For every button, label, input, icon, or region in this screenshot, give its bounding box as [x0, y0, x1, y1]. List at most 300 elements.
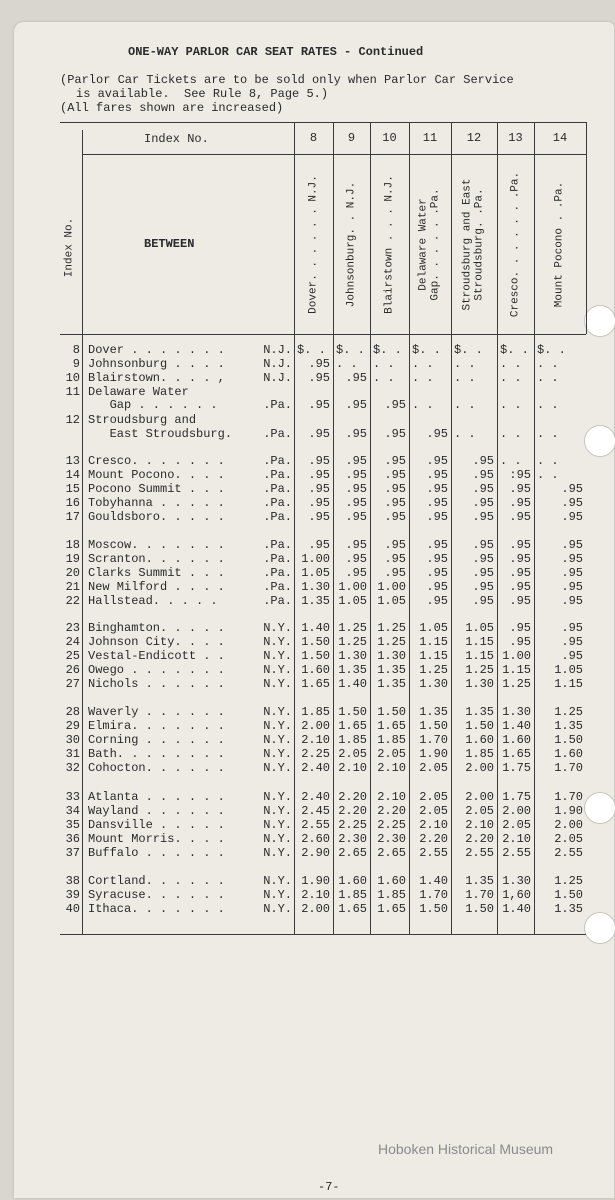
fare-cell: .95 — [472, 538, 494, 552]
row-station-name: Bath. . . . . . . . — [88, 747, 225, 761]
row-station-name: Delaware Water — [88, 385, 189, 399]
fare-cell: .95 — [384, 398, 406, 412]
row-station-name: Dansville . . . . . — [88, 818, 225, 832]
row-index-number: 37 — [65, 846, 80, 860]
fare-cell: 2.65 — [377, 846, 406, 860]
fare-cell: 1.15 — [465, 635, 494, 649]
row-station-name: Cohocton. . . . . . — [88, 761, 225, 775]
row-state: N.Y. — [263, 663, 292, 677]
fare-cell: . . — [500, 454, 522, 468]
row-station-name: Dover . . . . . . . — [88, 343, 225, 357]
fare-cell: 1.25 — [465, 663, 494, 677]
fare-cell: .95 — [561, 552, 583, 566]
fare-cell: 1.30 — [465, 677, 494, 691]
row-index-number: 31 — [65, 747, 80, 761]
fare-cell: .95 — [345, 566, 367, 580]
fare-cell: 1.70 — [554, 761, 583, 775]
fare-cell: . . — [454, 398, 476, 412]
row-index-number: 18 — [65, 538, 80, 552]
fare-cell: .95 — [509, 594, 531, 608]
fare-cell: .95 — [345, 371, 367, 385]
row-state: N.Y. — [263, 719, 292, 733]
fare-cell: . . — [412, 398, 434, 412]
fare-cell: .95 — [426, 427, 448, 441]
fare-cell: .95 — [509, 580, 531, 594]
fare-cell: 2.00 — [301, 902, 330, 916]
fare-cell: 2.25 — [301, 747, 330, 761]
fare-cell: . . — [454, 371, 476, 385]
fare-cell: .95 — [472, 496, 494, 510]
fare-cell: .95 — [561, 621, 583, 635]
row-state: N.Y. — [263, 818, 292, 832]
row-state: N.J. — [263, 343, 292, 357]
row-station-name: Owego . . . . . . . — [88, 663, 225, 677]
column-number: 10 — [382, 131, 397, 145]
fare-cell: .95 — [426, 468, 448, 482]
row-index-number: 26 — [65, 663, 80, 677]
fare-cell: .95 — [308, 454, 330, 468]
fare-cell: 1.30 — [419, 677, 448, 691]
fare-cell: 2.20 — [338, 804, 367, 818]
fare-cell: .95 — [426, 510, 448, 524]
fare-cell: 2.05 — [465, 804, 494, 818]
fare-cell: 1.60 — [377, 874, 406, 888]
fare-cell: .95 — [345, 427, 367, 441]
fare-cell: 1.05 — [338, 594, 367, 608]
fare-cell: 1.70 — [465, 888, 494, 902]
fare-cell: 1.25 — [338, 621, 367, 635]
fare-cell: 2.30 — [377, 832, 406, 846]
fare-cell: .95 — [308, 468, 330, 482]
binder-hole — [584, 425, 615, 457]
fare-cell: .95 — [308, 371, 330, 385]
fare-cell: .95 — [426, 594, 448, 608]
binder-hole — [584, 912, 615, 944]
fare-cell: .95 — [426, 454, 448, 468]
page-number: -7- — [318, 1180, 340, 1194]
column-station-label: Stroudsburg and East — [461, 177, 474, 311]
fare-cell: . . — [500, 357, 522, 371]
fare-cell: . . — [537, 398, 559, 412]
fare-cell: 1.85 — [377, 733, 406, 747]
column-number: 9 — [347, 131, 356, 145]
fare-cell: 2.05 — [419, 804, 448, 818]
table-rule — [60, 934, 586, 935]
row-station-name: Clarks Summit . . . — [88, 566, 225, 580]
between-header: BETWEEN — [144, 237, 195, 251]
binder-hole — [584, 792, 615, 824]
row-index-number: 8 — [72, 343, 80, 357]
row-index-number: 23 — [65, 621, 80, 635]
fare-cell: .95 — [345, 538, 367, 552]
index-no-header: Index No. — [144, 132, 209, 146]
fare-cell: 1.90 — [301, 874, 330, 888]
fare-cell: 1.85 — [338, 733, 367, 747]
row-station-name: Hallstead. . . . . — [88, 594, 218, 608]
row-state: .Pa. — [263, 468, 292, 482]
fare-cell: 2.05 — [419, 761, 448, 775]
row-station-name: Stroudsburg and — [88, 413, 197, 427]
row-state: .Pa. — [263, 454, 292, 468]
fare-cell: 1.75 — [502, 761, 531, 775]
row-state: .Pa. — [263, 427, 292, 441]
fare-cell: 1.50 — [465, 902, 494, 916]
fare-cell: 1.00 — [338, 580, 367, 594]
row-index-number: 17 — [65, 510, 80, 524]
column-number: 11 — [422, 131, 438, 145]
row-index-number: 28 — [65, 705, 80, 719]
note-line: (Parlor Car Tickets are to be sold only when Parlor Car Service — [60, 73, 514, 87]
fare-cell: 1.35 — [554, 719, 583, 733]
fare-cell: 1.50 — [554, 888, 583, 902]
row-index-number: 19 — [65, 552, 80, 566]
row-index-number: 22 — [65, 594, 80, 608]
row-state: N.Y. — [263, 747, 292, 761]
table-rule — [586, 122, 587, 334]
fare-cell: .95 — [345, 398, 367, 412]
fare-cell: .95 — [384, 566, 406, 580]
fare-cell: 1.90 — [419, 747, 448, 761]
fare-cell: 2.25 — [338, 818, 367, 832]
row-state: N.Y. — [263, 649, 292, 663]
fare-cell: .95 — [345, 510, 367, 524]
fare-cell: 1.25 — [338, 635, 367, 649]
fare-cell: .95 — [509, 552, 531, 566]
fare-cell: .95 — [308, 357, 330, 371]
note-line: is available. See Rule 8, Page 5.) — [76, 87, 329, 101]
row-station-name: Binghamton. . . . . — [88, 621, 225, 635]
row-station-name: Corning . . . . . . — [88, 733, 225, 747]
fare-cell: $. . — [500, 343, 529, 357]
fare-cell: 1.30 — [338, 649, 367, 663]
fare-cell: 1.05 — [301, 566, 330, 580]
column-station-label: Blairstown . . . N.J. — [383, 174, 395, 314]
fare-cell: .95 — [384, 552, 406, 566]
fare-cell: .95 — [384, 468, 406, 482]
row-index-number: 25 — [65, 649, 80, 663]
fare-cell: 1.00 — [301, 552, 330, 566]
row-state: .Pa. — [263, 496, 292, 510]
index-no-vertical-label: Index No. — [63, 217, 76, 277]
fare-cell: .95 — [384, 454, 406, 468]
fare-cell: .95 — [426, 482, 448, 496]
fare-cell: 1.65 — [301, 677, 330, 691]
fare-cell: 2.20 — [338, 790, 367, 804]
fare-cell: 1.60 — [502, 733, 531, 747]
row-station-name: Tobyhanna . . . . . — [88, 496, 225, 510]
fare-cell: . . — [537, 371, 559, 385]
fare-cell: 2.05 — [338, 747, 367, 761]
fare-cell: . . — [500, 398, 522, 412]
fare-cell: .95 — [509, 566, 531, 580]
row-state: N.J. — [263, 357, 292, 371]
row-state: .Pa. — [263, 398, 292, 412]
row-index-number: 40 — [65, 902, 80, 916]
fare-cell: 2.00 — [301, 719, 330, 733]
row-state: N.Y. — [263, 846, 292, 860]
fare-cell: 2.05 — [554, 832, 583, 846]
fare-cell: .95 — [308, 538, 330, 552]
fare-cell: 1.25 — [554, 705, 583, 719]
row-state: N.Y. — [263, 761, 292, 775]
fare-cell: 1.75 — [502, 790, 531, 804]
fare-cell: 1.50 — [554, 733, 583, 747]
fare-cell: .95 — [561, 510, 583, 524]
fare-cell: .95 — [561, 635, 583, 649]
row-state: .Pa. — [263, 482, 292, 496]
row-index-number: 34 — [65, 804, 80, 818]
row-station-name: Waverly . . . . . . — [88, 705, 225, 719]
fare-cell: 1.85 — [301, 705, 330, 719]
fare-cell: 2.10 — [377, 790, 406, 804]
row-index-number: 29 — [65, 719, 80, 733]
fare-cell: 2.20 — [465, 832, 494, 846]
column-station-label: Cresco. . . . . . .Pa. — [509, 171, 521, 317]
fare-cell: 1.65 — [502, 747, 531, 761]
row-station-name: Mount Pocono. . . . — [88, 468, 225, 482]
row-index-number: 27 — [65, 677, 80, 691]
fare-cell: 2.05 — [502, 818, 531, 832]
fare-cell: 2.05 — [419, 790, 448, 804]
row-state: N.Y. — [263, 621, 292, 635]
fare-cell: 1.70 — [419, 888, 448, 902]
fare-cell: .95 — [509, 482, 531, 496]
fare-cell: 1.05 — [419, 621, 448, 635]
fare-cell: 2.00 — [502, 804, 531, 818]
fare-cell: 1.35 — [465, 874, 494, 888]
fare-cell: 1.85 — [377, 888, 406, 902]
fare-cell: .95 — [384, 538, 406, 552]
row-station-name: Cresco. . . . . . . — [88, 454, 225, 468]
fare-cell: 2.20 — [377, 804, 406, 818]
row-index-number: 11 — [65, 385, 80, 399]
column-station-label: Johnsonburg. . N.J. — [345, 181, 357, 307]
fare-cell: .95 — [561, 566, 583, 580]
row-state: N.Y. — [263, 804, 292, 818]
row-station-name: Mount Morris. . . . — [88, 832, 225, 846]
row-state: .Pa. — [263, 566, 292, 580]
fare-cell: .95 — [472, 454, 494, 468]
fare-cell: .95 — [426, 552, 448, 566]
row-index-number: 9 — [72, 357, 80, 371]
table-rule — [60, 334, 586, 335]
fare-cell: . . — [537, 357, 559, 371]
row-station-name: Johnsonburg . . . . — [88, 357, 225, 371]
fare-cell: .95 — [472, 552, 494, 566]
fare-cell: 1.60 — [301, 663, 330, 677]
fare-cell: $. . — [297, 343, 326, 357]
fare-cell: .95 — [308, 427, 330, 441]
row-index-number: 13 — [65, 454, 80, 468]
fare-cell: .95 — [384, 496, 406, 510]
row-state: .Pa. — [263, 552, 292, 566]
row-index-number: 15 — [65, 482, 80, 496]
table-rule — [60, 122, 586, 123]
fare-cell: 1.60 — [554, 747, 583, 761]
fare-cell: :95 — [509, 468, 531, 482]
fare-cell: 2.30 — [338, 832, 367, 846]
fare-cell: .95 — [509, 538, 531, 552]
fare-cell: .95 — [345, 482, 367, 496]
fare-cell: 2.05 — [377, 747, 406, 761]
row-index-number: 36 — [65, 832, 80, 846]
fare-cell: $. . — [373, 343, 402, 357]
fare-cell: 2.65 — [338, 846, 367, 860]
fare-cell: 2.00 — [465, 790, 494, 804]
fare-cell: 1.25 — [554, 874, 583, 888]
fare-cell: .95 — [561, 580, 583, 594]
fare-cell: 1.85 — [338, 888, 367, 902]
fare-cell: 1.35 — [554, 902, 583, 916]
column-station-label: Delaware Water — [417, 197, 430, 291]
row-station-name: Cortland. . . . . . — [88, 874, 225, 888]
row-station-name: Buffalo . . . . . . — [88, 846, 225, 860]
row-station-name: Ithaca. . . . . . . — [88, 902, 225, 916]
fare-cell: . . — [412, 371, 434, 385]
fare-cell: 2.55 — [465, 846, 494, 860]
fare-cell: 1.05 — [554, 663, 583, 677]
fare-cell: 2.45 — [301, 804, 330, 818]
row-index-number: 20 — [65, 566, 80, 580]
row-station-name: Gap . . . . . . — [88, 398, 218, 412]
page-title: ONE-WAY PARLOR CAR SEAT RATES - Continued — [128, 45, 424, 59]
fare-cell: 1.05 — [377, 594, 406, 608]
fare-cell: .95 — [472, 482, 494, 496]
row-index-number: 32 — [65, 761, 80, 775]
fare-cell: 1.35 — [377, 663, 406, 677]
table-rule — [82, 154, 586, 155]
row-station-name: Blairstown. . . . , — [88, 371, 225, 385]
fare-cell: .95 — [509, 510, 531, 524]
fare-cell: 1.65 — [377, 902, 406, 916]
fare-cell: .95 — [426, 566, 448, 580]
fare-cell: 1.85 — [465, 747, 494, 761]
fare-cell: 1.35 — [419, 705, 448, 719]
row-index-number: 16 — [65, 496, 80, 510]
fare-cell: 2.55 — [554, 846, 583, 860]
column-number: 14 — [552, 131, 568, 145]
row-station-name: Nichols . . . . . . — [88, 677, 225, 691]
row-state: N.Y. — [263, 874, 292, 888]
row-state: N.Y. — [263, 635, 292, 649]
fare-cell: 2.55 — [419, 846, 448, 860]
fare-cell: 1.35 — [338, 663, 367, 677]
fare-cell: 1.25 — [377, 635, 406, 649]
row-station-name: Pocono Summit . . . — [88, 482, 225, 496]
fare-cell: 1.40 — [301, 621, 330, 635]
note-line: (All fares shown are increased) — [60, 101, 284, 115]
fare-cell: 2.10 — [301, 888, 330, 902]
fare-cell: 1.15 — [419, 649, 448, 663]
row-state: .Pa. — [263, 538, 292, 552]
row-index-number: 35 — [65, 818, 80, 832]
fare-cell: 1.00 — [377, 580, 406, 594]
fare-cell: .95 — [345, 496, 367, 510]
fare-cell: 1.50 — [377, 705, 406, 719]
fare-cell: 1.40 — [338, 677, 367, 691]
fare-cell: . . — [454, 357, 476, 371]
fare-cell: .95 — [509, 496, 531, 510]
fare-cell: 1.25 — [502, 677, 531, 691]
fare-cell: . . — [500, 427, 522, 441]
fare-cell: 1.60 — [465, 733, 494, 747]
row-station-name: Gouldsboro. . . . . — [88, 510, 225, 524]
row-index-number: 21 — [65, 580, 80, 594]
fare-cell: . . — [373, 371, 395, 385]
fare-cell: 2.90 — [301, 846, 330, 860]
fare-cell: 1.35 — [377, 677, 406, 691]
row-state: .Pa. — [263, 594, 292, 608]
fare-cell: .95 — [561, 594, 583, 608]
row-station-name: Johnson City. . . . — [88, 635, 225, 649]
row-index-number: 39 — [65, 888, 80, 902]
fare-cell: .95 — [426, 580, 448, 594]
fare-cell: .95 — [561, 538, 583, 552]
fare-cell: 1.30 — [377, 649, 406, 663]
row-index-number: 38 — [65, 874, 80, 888]
fare-cell: .95 — [561, 649, 583, 663]
fare-cell: . . — [537, 468, 559, 482]
fare-cell: 2.10 — [301, 733, 330, 747]
fare-cell: 2.10 — [465, 818, 494, 832]
fare-cell: . . — [537, 454, 559, 468]
fare-cell: 2.55 — [301, 818, 330, 832]
row-station-name: Atlanta . . . . . . — [88, 790, 225, 804]
binder-hole — [584, 305, 615, 337]
row-station-name: New Milford . . . . — [88, 580, 225, 594]
fare-cell: .95 — [345, 468, 367, 482]
fare-cell: .95 — [426, 538, 448, 552]
fare-cell: .95 — [472, 510, 494, 524]
fare-cell: 1.40 — [502, 719, 531, 733]
row-station-name: Wayland . . . . . . — [88, 804, 225, 818]
fare-cell: 2.20 — [419, 832, 448, 846]
row-index-number: 12 — [65, 413, 80, 427]
column-station-label: Gap. . . . . .Pa. — [429, 187, 442, 301]
fare-cell: . . — [412, 357, 434, 371]
table-rule — [82, 130, 83, 934]
row-index-number: 33 — [65, 790, 80, 804]
fare-cell: $. . — [336, 343, 365, 357]
fare-cell: .95 — [472, 468, 494, 482]
fare-cell: 1.50 — [301, 635, 330, 649]
row-state: .Pa. — [263, 510, 292, 524]
fare-cell: . . — [373, 357, 395, 371]
column-number: 8 — [309, 131, 318, 145]
fare-cell: 1.65 — [338, 719, 367, 733]
fare-cell: 2.00 — [554, 818, 583, 832]
row-index-number: 24 — [65, 635, 80, 649]
fare-cell: 1.40 — [419, 874, 448, 888]
fare-cell: 1.50 — [419, 719, 448, 733]
row-index-number: 10 — [65, 371, 80, 385]
fare-cell: 1.30 — [502, 874, 531, 888]
fare-cell: . . — [336, 357, 358, 371]
fare-cell: 1.50 — [338, 705, 367, 719]
fare-cell: 1.50 — [301, 649, 330, 663]
row-state: N.J. — [263, 371, 292, 385]
fare-cell: 1.90 — [554, 804, 583, 818]
fare-cell: .95 — [384, 482, 406, 496]
fare-cell: 1.15 — [502, 663, 531, 677]
row-state: N.Y. — [263, 677, 292, 691]
fare-cell: 1.50 — [465, 719, 494, 733]
row-station-name: East Stroudsburg. — [88, 427, 233, 441]
fare-cell: .95 — [345, 552, 367, 566]
row-state: N.Y. — [263, 902, 292, 916]
fare-cell: .95 — [384, 510, 406, 524]
row-index-number: 30 — [65, 733, 80, 747]
